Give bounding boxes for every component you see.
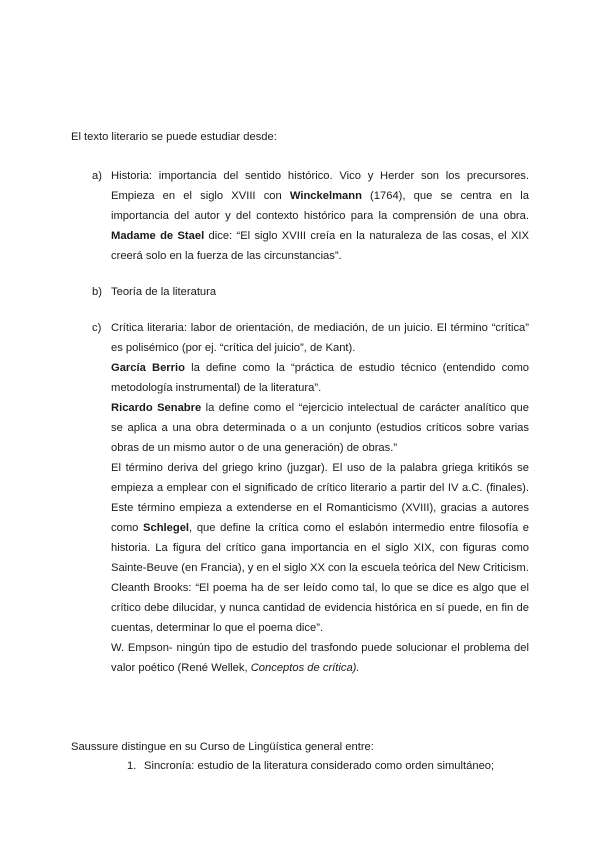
numbered-item-text: Sincronía: estudio de la literatura considerado como orden simultáneo;	[144, 760, 495, 772]
paragraph: Historia: importancia del sentido histórico. Vico y Herder son los precursores. Empieza en el siglo XVIII con Winckelmann (1764), que se centra en la importancia del autor y del contexto histórico para la comprensión de una obra. Madame de Stael dice: “El siglo XVIII creía en la naturaleza de las cosas, el XIX creerá solo en la fuerza de las circunstancias”.	[111, 170, 529, 262]
list-marker: 1.	[127, 760, 137, 772]
name-ricardo-senabre: Ricardo Senabre	[111, 402, 202, 414]
name-winckelmann: Winckelmann	[289, 190, 362, 202]
list-marker: b)	[92, 286, 102, 298]
list-item-body	[111, 166, 529, 266]
list-marker: a)	[92, 170, 102, 182]
paragraph: García Berrio la define como la “práctica de estudio técnico (entendido como metodología instrumental) de la literatura”.	[111, 362, 529, 394]
paragraph: Cleanth Brooks: “El poema ha de ser leído como tal, lo que se dice es algo que el crítico debe dilucidar, y nunca cantidad de evidencia histórica en sí puede, en fin de cuentas, determinar lo que el poema dice”.	[111, 582, 529, 634]
name-garcia-berrio: García Berrio	[111, 362, 185, 374]
paragraph: Crítica literaria: labor de orientación, de mediación, de un juicio. El término “crítica” es polisémico (por ej. “crítica del juicio”, de Kant).	[111, 322, 529, 354]
saussure-text: Saussure distingue en su Curso de Lingüística general entre:	[71, 741, 374, 753]
paragraph: W. Empson- ningún tipo de estudio del trasfondo puede solucionar el problema del valor poético (René Wellek, Conceptos de crítica).	[111, 642, 529, 674]
list-marker: c)	[92, 322, 102, 334]
list-item-body	[111, 282, 529, 302]
name-madame-de-stael: Madame de Stael	[111, 230, 205, 242]
paragraph: Teoría de la literatura	[111, 286, 217, 298]
name-schlegel: Schlegel	[143, 522, 190, 534]
paragraph: Ricardo Senabre la define como el “ejercicio intelectual de carácter analítico que se aplica a una obra determinada o a un conjunto (estudios críticos sobre varias obras de un mismo autor o de una generación) de obras.”	[111, 402, 529, 454]
list-item-body	[111, 318, 529, 678]
book-title: Conceptos de crítica).	[250, 662, 360, 674]
paragraph: El término deriva del griego krino (juzgar). El uso de la palabra griega kritikós se empieza a emplear con el significado de crítico literario a partir del IV a.C. (finales). Este término empieza a extenderse en el Romanticismo (XVIII), gracias a autores como Schlegel, que define la crítica como el eslabón intermedio entre filosofía e historia. La figura del crítico gana importancia en el siglo XIX, con figuras como Sainte-Beuve (en Francia), y en el siglo XX con la escuela teórica del New Criticism.	[111, 462, 529, 574]
intro-text: El texto literario se puede estudiar desde:	[71, 131, 277, 143]
